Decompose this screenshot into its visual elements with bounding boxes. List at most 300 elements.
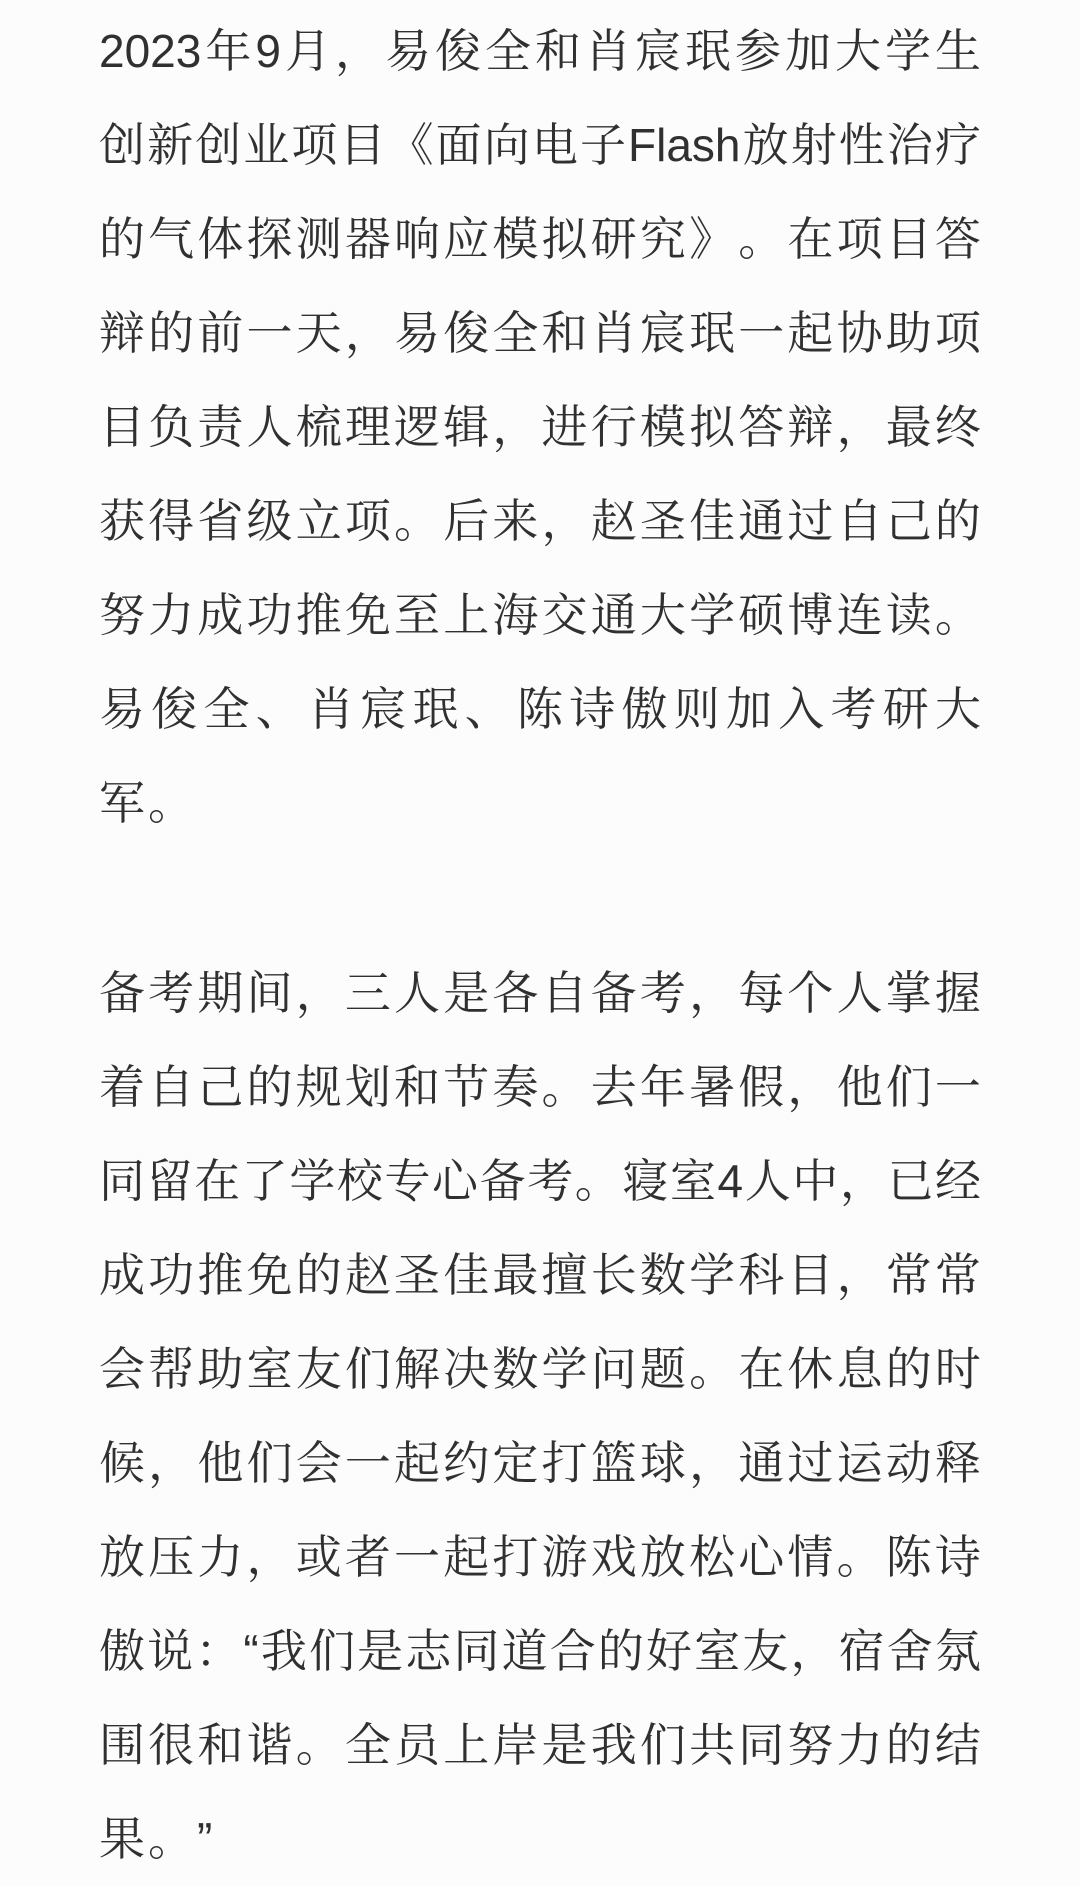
glyph: 全 (492, 307, 539, 359)
glyph: ， (344, 307, 391, 359)
glyph: 同 (99, 1155, 145, 1207)
glyph: ， (246, 1531, 293, 1583)
glyph: 。 (574, 1155, 621, 1207)
glyph: 辩 (787, 401, 834, 453)
glyph: 赵 (590, 495, 637, 547)
glyph: 奏 (492, 1061, 539, 1113)
glyph: 学 (289, 1155, 336, 1207)
glyph: 性 (838, 119, 885, 171)
text-line (99, 1322, 981, 1416)
text-line (99, 1604, 981, 1698)
glyph: 人 (744, 1155, 791, 1207)
text-line (99, 98, 981, 192)
glyph: ， (839, 1155, 886, 1207)
glyph: 三 (344, 967, 391, 1019)
glyph: 在 (194, 1155, 241, 1207)
glyph: 。 (836, 1531, 883, 1583)
glyph: 合 (549, 1625, 596, 1677)
glyph: 擅 (541, 1249, 588, 1301)
glyph: 通 (590, 589, 637, 641)
glyph: 项 (344, 495, 391, 547)
glyph: 免 (246, 1249, 293, 1301)
glyph: 的 (295, 1249, 342, 1301)
glyph: 考 (830, 683, 877, 735)
glyph: 动 (885, 1437, 932, 1489)
glyph: 自 (148, 1061, 195, 1113)
glyph: 生 (934, 25, 981, 77)
glyph: 项 (836, 213, 883, 265)
glyph: 行 (590, 401, 637, 453)
glyph: 常 (885, 1249, 932, 1301)
glyph: 己 (885, 495, 932, 547)
glyph: 常 (934, 1249, 981, 1301)
glyph: 节 (443, 1061, 490, 1113)
glyph: 志 (405, 1625, 452, 1677)
glyph: 考 (639, 967, 686, 1019)
glyph: 推 (197, 1249, 244, 1301)
glyph: ， (836, 401, 883, 453)
glyph: 俊 (443, 307, 490, 359)
glyph: 。 (394, 495, 441, 547)
glyph: 力 (148, 589, 195, 641)
glyph: 校 (336, 1155, 383, 1207)
glyph: 博 (787, 589, 834, 641)
glyph: 。 (689, 1343, 736, 1395)
glyph: 和 (541, 307, 588, 359)
text-line (99, 192, 981, 286)
glyph: 员 (394, 1719, 441, 1771)
glyph: 假 (738, 1061, 785, 1113)
glyph: 、 (255, 683, 302, 735)
glyph: 间 (246, 967, 293, 1019)
glyph: 在 (787, 213, 834, 265)
glyph: 肖 (308, 683, 354, 735)
glyph: 人 (394, 967, 441, 1019)
glyph: ， (787, 1061, 834, 1113)
glyph: 宸 (634, 25, 681, 77)
glyph: 入 (778, 683, 825, 735)
glyph: 备 (590, 967, 637, 1019)
text-line (99, 1416, 981, 1510)
glyph: 傲 (99, 1625, 145, 1677)
glyph: 创 (99, 119, 145, 171)
glyph: 放 (99, 1531, 145, 1583)
glyph: 加 (726, 683, 772, 735)
glyph: ： (195, 1625, 242, 1677)
glyph: 个 (787, 967, 834, 1019)
text-line (99, 286, 981, 380)
glyph: 。 (738, 213, 785, 265)
glyph: 探 (246, 213, 293, 265)
glyph: 珉 (684, 25, 731, 77)
glyph: 获 (99, 495, 145, 547)
glyph: 易 (384, 25, 431, 77)
glyph: 同 (738, 1719, 785, 1771)
glyph: 9 (255, 25, 281, 77)
glyph: 备 (99, 967, 145, 1019)
text-line (99, 4, 981, 98)
glyph: 军 (99, 777, 145, 829)
glyph: 释 (934, 1437, 981, 1489)
glyph: 赵 (344, 1249, 391, 1301)
glyph: 约 (443, 1437, 490, 1489)
glyph: 俊 (151, 683, 198, 735)
glyph: 逻 (394, 401, 441, 453)
glyph: 月 (284, 25, 331, 77)
glyph: 打 (541, 1437, 588, 1489)
glyph: 规 (295, 1061, 342, 1113)
glyph: 努 (99, 589, 145, 641)
glyph: 帮 (148, 1343, 195, 1395)
glyph: 年 (639, 1061, 686, 1113)
glyph: 运 (836, 1437, 883, 1489)
glyph: 或 (295, 1531, 342, 1583)
glyph: 辩 (99, 307, 145, 359)
glyph: 经 (935, 1155, 981, 1207)
glyph: 傲 (621, 683, 668, 735)
glyph: 时 (934, 1343, 981, 1395)
text-line (99, 946, 981, 1040)
text-line (99, 1134, 981, 1228)
glyph: 期 (197, 967, 244, 1019)
glyph: 免 (344, 589, 391, 641)
glyph: 研 (590, 213, 637, 265)
glyph: 同 (453, 1625, 500, 1677)
glyph: 各 (492, 967, 539, 1019)
glyph: 肖 (584, 25, 631, 77)
glyph: 诗 (934, 1531, 981, 1583)
glyph: 球 (639, 1437, 686, 1489)
glyph: 学 (689, 1249, 736, 1301)
glyph: 圣 (639, 495, 686, 547)
text-line (99, 1228, 981, 1322)
glyph: ， (334, 25, 381, 77)
glyph: 答 (738, 401, 785, 453)
glyph: 问 (590, 1343, 637, 1395)
glyph: 情 (787, 1531, 834, 1583)
glyph: 和 (197, 1719, 244, 1771)
glyph: 解 (394, 1343, 441, 1395)
glyph: 。 (934, 589, 981, 641)
glyph: 业 (243, 119, 290, 171)
glyph: 最 (492, 1249, 539, 1301)
glyph: 过 (787, 495, 834, 547)
text-line (99, 568, 981, 662)
glyph: 全 (344, 1719, 391, 1771)
glyph: 易 (394, 307, 441, 359)
glyph: 一 (246, 307, 293, 359)
glyph: 器 (344, 213, 391, 265)
glyph: 后 (443, 495, 490, 547)
glyph: 游 (541, 1531, 588, 1583)
glyph: 的 (246, 1061, 293, 1113)
glyph: 》 (689, 213, 736, 265)
glyph: 了 (241, 1155, 288, 1207)
glyph: 道 (501, 1625, 548, 1677)
glyph: 通 (738, 1437, 785, 1489)
glyph: 目 (339, 119, 386, 171)
glyph: 辑 (443, 401, 490, 453)
glyph: 友 (742, 1625, 789, 1677)
glyph: 数 (492, 1343, 539, 1395)
glyph: 他 (197, 1437, 244, 1489)
text-line (99, 1698, 981, 1792)
glyph: 负 (148, 401, 195, 453)
glyph: 舍 (886, 1625, 933, 1677)
glyph: 向 (483, 119, 530, 171)
glyph: 力 (836, 1719, 883, 1771)
glyph: 大 (834, 25, 881, 77)
glyph: 说 (147, 1625, 194, 1677)
glyph: 自 (836, 495, 883, 547)
glyph: 会 (295, 1437, 342, 1489)
glyph: 过 (787, 1437, 834, 1489)
glyph: 已 (887, 1155, 934, 1207)
glyph: 电 (531, 119, 578, 171)
glyph: 加 (784, 25, 831, 77)
glyph: 珉 (412, 683, 459, 735)
glyph: 4 (717, 1155, 744, 1207)
glyph: 定 (492, 1437, 539, 1489)
glyph: 考 (148, 967, 195, 1019)
glyph: ， (689, 1437, 736, 1489)
glyph: 气 (148, 213, 195, 265)
glyph: 室 (669, 1155, 716, 1207)
glyph: 则 (673, 683, 720, 735)
glyph: 诗 (569, 683, 616, 735)
glyph: 去 (590, 1061, 637, 1113)
glyph: 候 (99, 1437, 145, 1489)
glyph: 决 (443, 1343, 490, 1395)
glyph: 佳 (443, 1249, 490, 1301)
glyph: “ (243, 1625, 259, 1677)
glyph: 留 (146, 1155, 193, 1207)
glyph: 们 (309, 1625, 356, 1677)
glyph: 治 (886, 119, 933, 171)
glyph: 大 (935, 683, 981, 735)
glyph: 拟 (541, 213, 588, 265)
glyph: 题 (639, 1343, 686, 1395)
glyph: 学 (689, 589, 736, 641)
text-line (99, 474, 981, 568)
glyph: 划 (344, 1061, 391, 1113)
glyph: 《 (387, 119, 434, 171)
glyph: 数 (639, 1249, 686, 1301)
glyph: 起 (787, 307, 834, 359)
glyph: 响 (394, 213, 441, 265)
glyph: ， (836, 1249, 883, 1301)
glyph: 上 (443, 589, 490, 641)
glyph: ， (295, 967, 342, 1019)
glyph: 研 (882, 683, 929, 735)
glyph: 宿 (838, 1625, 885, 1677)
glyph: 来 (492, 495, 539, 547)
text-line (99, 1510, 981, 1604)
glyph: 宸 (360, 683, 407, 735)
glyph: ， (492, 401, 539, 453)
glyph: 最 (885, 401, 932, 453)
glyph: 很 (148, 1719, 195, 1771)
glyph: 推 (295, 589, 342, 641)
glyph: 年 (205, 25, 252, 77)
glyph: 放 (639, 1531, 686, 1583)
glyph: 是 (541, 1719, 588, 1771)
glyph: 松 (689, 1531, 736, 1583)
glyph: 拟 (689, 401, 736, 453)
glyph: 一 (394, 1531, 441, 1583)
glyph: 岸 (492, 1719, 539, 1771)
glyph: 的 (148, 307, 195, 359)
glyph: 终 (934, 401, 981, 453)
glyph: 目 (787, 1249, 834, 1301)
glyph: 休 (787, 1343, 834, 1395)
glyph: 模 (639, 401, 686, 453)
glyph: 。 (295, 1719, 342, 1771)
glyph: ， (790, 1625, 837, 1677)
glyph: 们 (246, 1437, 293, 1489)
glyph: 着 (99, 1061, 145, 1113)
text-line (99, 1040, 981, 1134)
glyph: 一 (738, 307, 785, 359)
glyph: 们 (639, 1719, 686, 1771)
glyph: 的 (99, 213, 145, 265)
glyph: 果 (99, 1813, 145, 1865)
glyph: 我 (590, 1719, 637, 1771)
glyph: 级 (246, 495, 293, 547)
glyph: 肖 (590, 307, 637, 359)
glyph: 。 (148, 1813, 194, 1865)
glyph: 戏 (590, 1531, 637, 1583)
glyph: 氛 (934, 1625, 981, 1677)
glyph: 立 (295, 495, 342, 547)
text-line (99, 662, 981, 756)
glyph: 得 (148, 495, 195, 547)
glyph: 会 (99, 1343, 145, 1395)
glyph: 放 (742, 119, 789, 171)
glyph: 2023 (99, 25, 202, 77)
glyph: 目 (885, 213, 932, 265)
glyph: 究 (639, 213, 686, 265)
glyph: 责 (197, 401, 244, 453)
glyph: 友 (295, 1343, 342, 1395)
glyph: 功 (246, 589, 293, 641)
glyph: 的 (934, 495, 981, 547)
glyph: 们 (344, 1343, 391, 1395)
glyph: 者 (344, 1531, 391, 1583)
glyph: 圣 (394, 1249, 441, 1301)
glyph: 握 (934, 967, 981, 1019)
glyph: 他 (836, 1061, 883, 1113)
glyph: 读 (885, 589, 932, 641)
glyph: 我 (260, 1625, 307, 1677)
glyph: 息 (836, 1343, 883, 1395)
glyph: 们 (885, 1061, 932, 1113)
glyph: 和 (534, 25, 581, 77)
glyph: 佳 (689, 495, 736, 547)
glyph: 功 (148, 1249, 195, 1301)
glyph: 中 (792, 1155, 839, 1207)
glyph: 暑 (689, 1061, 736, 1113)
glyph: 起 (394, 1437, 441, 1489)
glyph: 陈 (517, 683, 563, 735)
glyph: 射 (790, 119, 837, 171)
glyph: 是 (443, 967, 490, 1019)
glyph: 交 (541, 589, 588, 641)
text-line (99, 380, 981, 474)
glyph: 起 (443, 1531, 490, 1583)
glyph: 助 (885, 307, 932, 359)
glyph: 参 (734, 25, 781, 77)
glyph: 人 (836, 967, 883, 1019)
paragraph (99, 4, 981, 850)
glyph: 好 (646, 1625, 693, 1677)
glyph: 连 (836, 589, 883, 641)
glyph: 掌 (885, 967, 932, 1019)
glyph: 硕 (738, 589, 785, 641)
glyph: 心 (432, 1155, 479, 1207)
glyph: 寝 (622, 1155, 669, 1207)
glyph: 测 (295, 213, 342, 265)
glyph: 创 (195, 119, 242, 171)
glyph: 在 (738, 1343, 785, 1395)
glyph: 室 (694, 1625, 741, 1677)
glyph: 围 (99, 1719, 145, 1771)
glyph: 海 (492, 589, 539, 641)
glyph: 的 (885, 1719, 932, 1771)
glyph: 协 (836, 307, 883, 359)
glyph: 进 (541, 401, 588, 453)
glyph: 己 (197, 1061, 244, 1113)
glyph: 学 (541, 1343, 588, 1395)
glyph: 力 (197, 1531, 244, 1583)
glyph: 新 (147, 119, 194, 171)
glyph: 、 (464, 683, 511, 735)
glyph: 。 (148, 777, 194, 829)
glyph: 天 (295, 307, 342, 359)
glyph: 学 (884, 25, 931, 77)
glyph: 上 (443, 1719, 490, 1771)
glyph: 模 (492, 213, 539, 265)
glyph: 每 (738, 967, 785, 1019)
glyph: 压 (148, 1531, 195, 1583)
glyph: 结 (934, 1719, 981, 1771)
glyph: Flash (628, 119, 741, 171)
glyph: 俊 (434, 25, 481, 77)
glyph: 通 (738, 495, 785, 547)
glyph: 应 (443, 213, 490, 265)
glyph: 子 (579, 119, 626, 171)
glyph: 答 (934, 213, 981, 265)
glyph: 宸 (639, 307, 686, 359)
glyph: 成 (99, 1249, 145, 1301)
glyph: 科 (738, 1249, 785, 1301)
glyph: 项 (291, 119, 338, 171)
glyph: ” (197, 1813, 213, 1865)
glyph: 目 (99, 401, 145, 453)
glyph: 打 (492, 1531, 539, 1583)
glyph: 梳 (295, 401, 342, 453)
glyph: 共 (689, 1719, 736, 1771)
glyph: 项 (934, 307, 981, 359)
glyph: 至 (394, 589, 441, 641)
glyph: 助 (197, 1343, 244, 1395)
glyph: 易 (99, 683, 145, 735)
glyph: ， (541, 495, 588, 547)
glyph: 的 (597, 1625, 644, 1677)
glyph: 大 (639, 589, 686, 641)
glyph: 专 (384, 1155, 431, 1207)
paragraph (99, 946, 981, 1886)
